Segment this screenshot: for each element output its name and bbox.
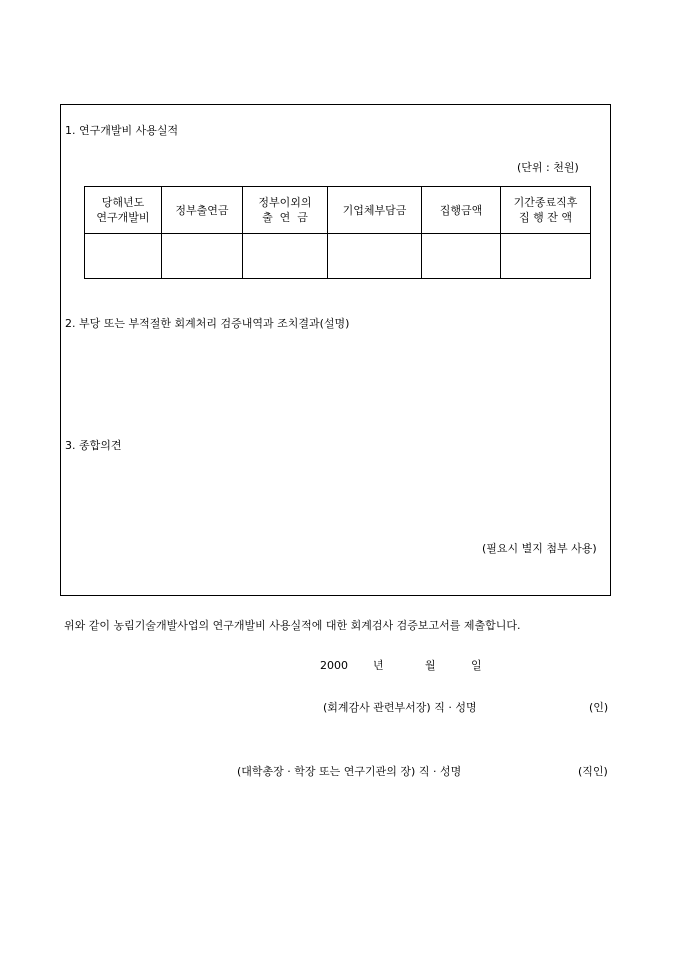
date-month-unit: 월 (425, 659, 436, 672)
table-cell[interactable] (422, 234, 501, 279)
report-frame (60, 104, 611, 596)
table-cell[interactable] (501, 234, 591, 279)
table-cell[interactable] (85, 234, 162, 279)
date-year: 2000 (320, 659, 348, 672)
section-1-title: 1. 연구개발비 사용실적 (65, 124, 179, 137)
signature-2-label: (대학총장 · 학장 또는 연구기관의 장) 직 · 성명 (237, 765, 462, 778)
unit-label: (단위 : 천원) (517, 161, 579, 174)
table-row (85, 234, 591, 279)
table-cell[interactable] (162, 234, 243, 279)
submission-statement: 위와 같이 농림기술개발사업의 연구개발비 사용실적에 대한 회계검사 검증보고서를 제출합니다. (64, 619, 521, 632)
header-non-government-funding: 정부이외의 출 연 금 (243, 187, 328, 234)
table-cell[interactable] (328, 234, 422, 279)
header-government-funding: 정부출연금 (162, 187, 243, 234)
signature-1-seal: (인) (589, 701, 609, 714)
date-year-unit: 년 (373, 659, 384, 672)
header-current-year-rnd: 당해년도 연구개발비 (85, 187, 162, 234)
section-2-title: 2. 부당 또는 부적절한 회계처리 검증내역과 조치결과(설명) (65, 317, 350, 330)
header-remaining-balance: 기간종료직후 집 행 잔 액 (501, 187, 591, 234)
signature-1-label: (회계감사 관련부서장) 직 · 성명 (323, 701, 477, 714)
table-header-row (85, 187, 591, 234)
header-executed-amount: 집행금액 (422, 187, 501, 234)
table-cell[interactable] (243, 234, 328, 279)
usage-table (84, 186, 591, 279)
date-day-unit: 일 (471, 659, 482, 672)
header-company-contribution: 기업체부담금 (328, 187, 422, 234)
attachment-note: (필요시 별지 첨부 사용) (482, 542, 597, 555)
signature-2-seal: (직인) (578, 765, 608, 778)
section-3-title: 3. 종합의견 (65, 439, 122, 452)
